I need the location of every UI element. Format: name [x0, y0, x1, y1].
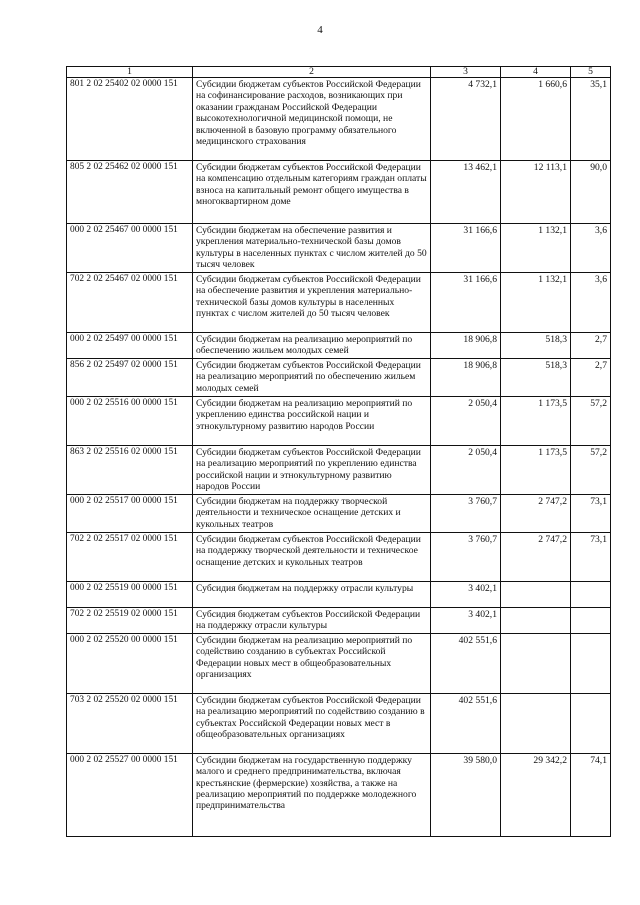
budget-code: 703 2 02 25520 02 0000 151 [67, 693, 193, 753]
item-name: Субсидии бюджетам субъектов Российской Федерации на реализацию мероприятий по содействию созданию в субъектах Российской Федерации новых мест в общеобразовательных организациях [193, 693, 431, 753]
fact-value: 1 173,5 [501, 397, 571, 446]
table-row [67, 533, 611, 582]
header-cell: 4 [501, 67, 571, 78]
table-row [67, 633, 611, 693]
page-number: 4 [317, 24, 323, 36]
header-cell: 3 [431, 67, 501, 78]
fact-value: 1 660,6 [501, 78, 571, 161]
budget-code: 000 2 02 25519 00 0000 151 [67, 582, 193, 608]
budget-code: 863 2 02 25516 02 0000 151 [67, 446, 193, 495]
item-name: Субсидии бюджетам на государственную поддержку малого и среднего предпринимательства, включая крестьянские (фермерские) хозяйства, а также на реализацию мероприятий по поддержке молодежного предпринимательства [193, 753, 431, 836]
plan-value: 3 402,1 [431, 608, 501, 634]
table-row [67, 224, 611, 273]
percent-value [571, 693, 611, 753]
fact-value: 518,3 [501, 333, 571, 359]
plan-value: 3 760,7 [431, 495, 501, 533]
item-name: Субсидии бюджетам на реализацию мероприятий по обеспечению жильем молодых семей [193, 333, 431, 359]
item-name: Субсидии бюджетам субъектов Российской Федерации на поддержку творческой деятельности и техническое оснащение детских и кукольных театров [193, 533, 431, 582]
plan-value: 13 462,1 [431, 161, 501, 224]
table-row [67, 608, 611, 634]
plan-value: 31 166,6 [431, 273, 501, 333]
budget-code: 702 2 02 25517 02 0000 151 [67, 533, 193, 582]
plan-value: 3 760,7 [431, 533, 501, 582]
fact-value: 1 173,5 [501, 446, 571, 495]
fact-value: 29 342,2 [501, 753, 571, 836]
percent-value [571, 633, 611, 693]
header-cell: 5 [571, 67, 611, 78]
percent-value [571, 582, 611, 608]
percent-value: 57,2 [571, 397, 611, 446]
fact-value [501, 693, 571, 753]
fact-value [501, 633, 571, 693]
plan-value: 3 402,1 [431, 582, 501, 608]
plan-value: 402 551,6 [431, 633, 501, 693]
plan-value: 39 580,0 [431, 753, 501, 836]
percent-value: 74,1 [571, 753, 611, 836]
budget-code: 702 2 02 25519 02 0000 151 [67, 608, 193, 634]
plan-value: 402 551,6 [431, 693, 501, 753]
percent-value: 35,1 [571, 78, 611, 161]
percent-value: 73,1 [571, 495, 611, 533]
item-name: Субсидии бюджетам субъектов Российской Федерации на обеспечение развития и укрепления материально-технической базы домов культуры в населенных пунктах с числом жителей до 50 тысяч человек [193, 273, 431, 333]
percent-value [571, 608, 611, 634]
table-row [67, 359, 611, 397]
table-row [67, 753, 611, 836]
budget-code: 000 2 02 25517 00 0000 151 [67, 495, 193, 533]
item-name: Субсидия бюджетам на поддержку отрасли культуры [193, 582, 431, 608]
table-row [67, 161, 611, 224]
budget-code: 856 2 02 25497 02 0000 151 [67, 359, 193, 397]
budget-code: 801 2 02 25402 02 0000 151 [67, 78, 193, 161]
percent-value: 73,1 [571, 533, 611, 582]
fact-value: 12 113,1 [501, 161, 571, 224]
budget-code: 000 2 02 25520 00 0000 151 [67, 633, 193, 693]
percent-value: 57,2 [571, 446, 611, 495]
table-row [67, 333, 611, 359]
item-name: Субсидии бюджетам на реализацию мероприятий по укреплению единства российской нации и этнокультурному развитию народов России [193, 397, 431, 446]
budget-code: 702 2 02 25467 02 0000 151 [67, 273, 193, 333]
fact-value: 518,3 [501, 359, 571, 397]
percent-value: 3,6 [571, 273, 611, 333]
fact-value: 1 132,1 [501, 224, 571, 273]
fact-value [501, 582, 571, 608]
budget-code: 805 2 02 25462 02 0000 151 [67, 161, 193, 224]
percent-value: 2,7 [571, 333, 611, 359]
budget-code: 000 2 02 25467 00 0000 151 [67, 224, 193, 273]
item-name: Субсидии бюджетам субъектов Российской Федерации на реализацию мероприятий по укреплению единства российской нации и этнокультурному развитию народов России [193, 446, 431, 495]
plan-value: 31 166,6 [431, 224, 501, 273]
item-name: Субсидии бюджетам субъектов Российской Федерации на реализацию мероприятий по обеспечению жильем молодых семей [193, 359, 431, 397]
plan-value: 2 050,4 [431, 446, 501, 495]
header-cell: 1 [67, 67, 193, 78]
item-name: Субсидии бюджетам субъектов Российской Федерации на софинансирование расходов, возникающих при оказании гражданам Российской Федерации высокотехнологичной медицинской помощи, не включенной в базовую программу обязательного медицинского страхования [193, 78, 431, 161]
header-cell: 2 [193, 67, 431, 78]
item-name: Субсидии бюджетам на реализацию мероприятий по содействию созданию в субъектах Российской Федерации новых мест в общеобразовательных организациях [193, 633, 431, 693]
budget-table [66, 66, 611, 837]
fact-value [501, 608, 571, 634]
plan-value: 2 050,4 [431, 397, 501, 446]
item-name: Субсидии бюджетам на обеспечение развития и укрепления материально-технической базы домов культуры в населенных пунктах с числом жителей до 50 тысяч человек [193, 224, 431, 273]
plan-value: 4 732,1 [431, 78, 501, 161]
table-row [67, 693, 611, 753]
item-name: Субсидии бюджетам на поддержку творческой деятельности и техническое оснащение детских и кукольных театров [193, 495, 431, 533]
item-name: Субсидии бюджетам субъектов Российской Федерации на компенсацию отдельным категориям граждан оплаты взноса на капитальный ремонт общего имущества в многоквартирном доме [193, 161, 431, 224]
fact-value: 1 132,1 [501, 273, 571, 333]
budget-code: 000 2 02 25497 00 0000 151 [67, 333, 193, 359]
percent-value: 3,6 [571, 224, 611, 273]
plan-value: 18 906,8 [431, 359, 501, 397]
percent-value: 2,7 [571, 359, 611, 397]
table-row [67, 495, 611, 533]
table-row [67, 273, 611, 333]
item-name: Субсидия бюджетам субъектов Российской Федерации на поддержку отрасли культуры [193, 608, 431, 634]
plan-value: 18 906,8 [431, 333, 501, 359]
budget-code: 000 2 02 25516 00 0000 151 [67, 397, 193, 446]
table-row [67, 78, 611, 161]
fact-value: 2 747,2 [501, 495, 571, 533]
header-row [67, 67, 611, 78]
fact-value: 2 747,2 [501, 533, 571, 582]
table-row [67, 397, 611, 446]
table-row [67, 582, 611, 608]
budget-code: 000 2 02 25527 00 0000 151 [67, 753, 193, 836]
table-row [67, 446, 611, 495]
percent-value: 90,0 [571, 161, 611, 224]
